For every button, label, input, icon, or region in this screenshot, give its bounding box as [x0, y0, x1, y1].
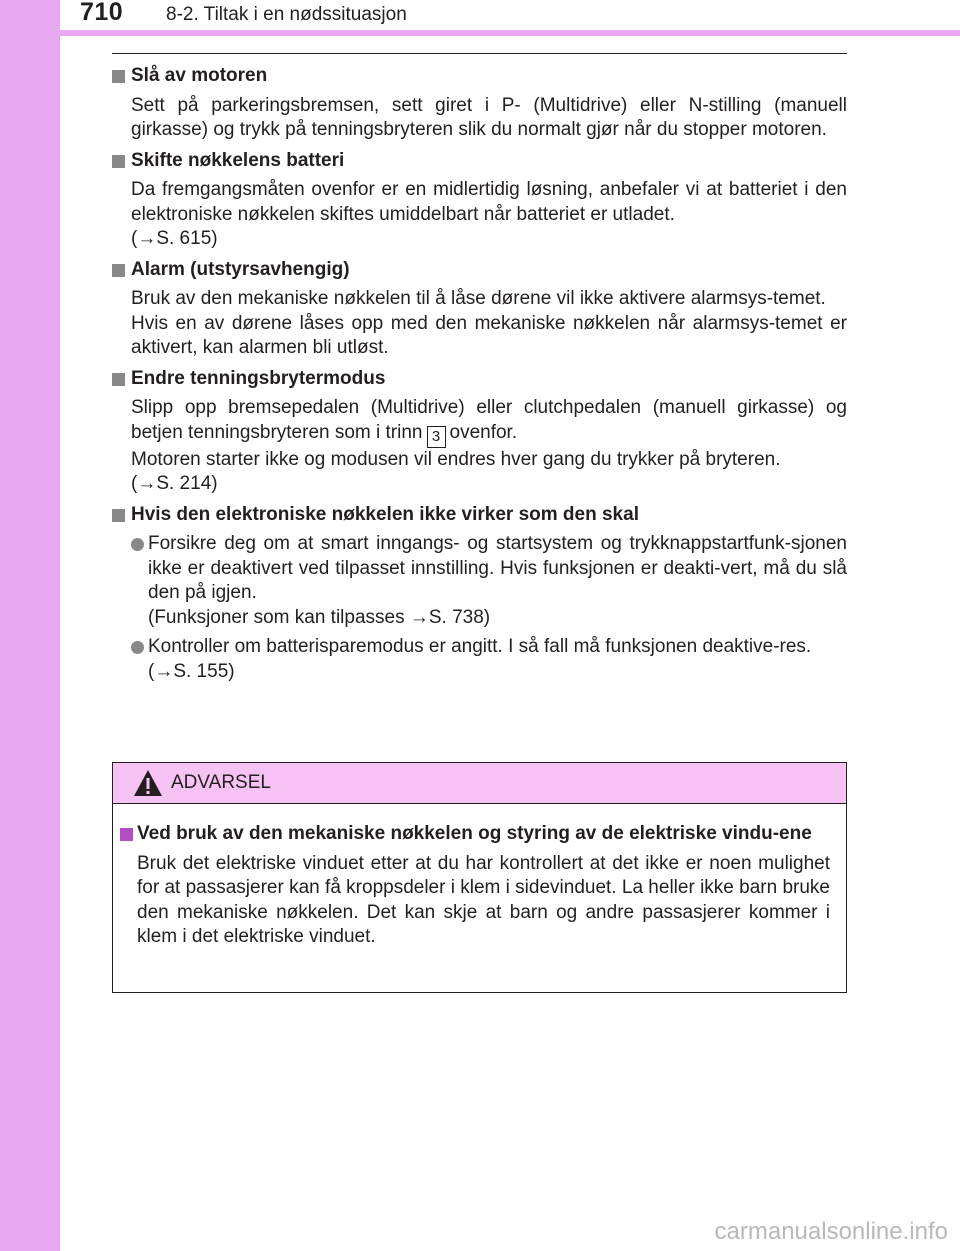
list-item: Kontroller om batterisparemodus er angitt. I så fall må funksjonen deaktive-res. (→S. 155) — [112, 635, 847, 684]
paragraph: Bruk av den mekaniske nøkkelen til å låse dørene vil ikke aktivere alarmsys-temet. Hvis en av dørene låses opp med den mekaniske nøkkelen når alarmsys-temet er aktivert, kan alarmen bli utløst. — [131, 288, 847, 358]
step-number-box: 3 — [427, 426, 446, 448]
paragraph: Da fremgangsmåten ovenfor er en midlertidig løsning, anbefaler vi at batteriet i den elektroniske nøkkelen skiftes umiddelbart når batteriet er utladet. (→S. 615) — [131, 179, 847, 249]
page-reference: (→S. 214) — [131, 473, 218, 494]
heading-alarm: Alarm (utstyrsavhengig) — [112, 258, 847, 283]
side-tab-strip — [0, 0, 60, 1251]
list-item: Forsikre deg om at smart inngangs- og startsystem og trykknappstartfunk-sjonen ikke er deaktivert ved tilpasset innstilling. Hvis funksjonen er deakti-vert, må du slå den på igjen. (Funksjoner som kan tilpasses →S. 738) — [112, 532, 847, 630]
warning-triangle-icon — [133, 769, 163, 797]
warning-body — [113, 804, 846, 950]
top-rule — [112, 53, 847, 54]
heading-ignition-mode: Endre tenningsbrytermodus — [112, 367, 847, 392]
main-content — [112, 64, 847, 684]
watermark: carmanualsonline.info — [714, 1218, 948, 1245]
page-reference: (Funksjoner som kan tilpasses →S. 738) — [148, 606, 491, 628]
section-title: 8-2. Tiltak i en nødssituasjon — [166, 4, 407, 25]
page-reference: (→S. 155) — [148, 660, 235, 682]
warning-heading: Ved bruk av den mekaniske nøkkelen og styring av de elektriske vindu-ene — [120, 822, 830, 847]
heading-replace-battery: Skifte nøkkelens batteri — [112, 149, 847, 174]
square-bullet-icon — [112, 155, 125, 168]
heading-key-not-working: Hvis den elektroniske nøkkelen ikke virker som den skal — [112, 503, 847, 528]
square-bullet-icon — [120, 828, 133, 841]
round-bullet-icon — [131, 538, 144, 551]
square-bullet-icon — [112, 373, 125, 386]
paragraph: Slipp opp bremsepedalen (Multidrive) eller clutchpedalen (manuell girkasse) og betjen tenningsbryteren som i trinn 3 ovenfor. Motoren starter ikke og modusen vil endres hver gang du trykker på bryteren. (→S. 214) — [131, 397, 847, 494]
page-number: 710 — [80, 0, 124, 26]
page-reference: (→S. 615) — [131, 228, 218, 249]
paragraph: Sett på parkeringsbremsen, sett giret i P- (Multidrive) eller N-stilling (manuell girkasse) og trykk på tenningsbryteren slik du normalt gjør når du stopper motoren. — [131, 94, 847, 140]
warning-text: Bruk det elektriske vinduet etter at du har kontrollert at det ikke er noen mulighet for at passasjerer kan få kroppsdeler i klem i sidevinduet. La heller ikke barn bruke den mekaniske nøkkelen. Det kan skje at barn og andre passasjerer kommer i klem i det elektriske vinduet. — [137, 852, 830, 947]
round-bullet-icon — [131, 641, 144, 654]
square-bullet-icon — [112, 509, 125, 522]
heading-stop-engine: Slå av motoren — [112, 64, 847, 89]
warning-box — [112, 762, 847, 993]
warning-title: ADVARSEL — [171, 772, 271, 793]
warning-header — [113, 763, 846, 804]
square-bullet-icon — [112, 264, 125, 277]
square-bullet-icon — [112, 70, 125, 83]
